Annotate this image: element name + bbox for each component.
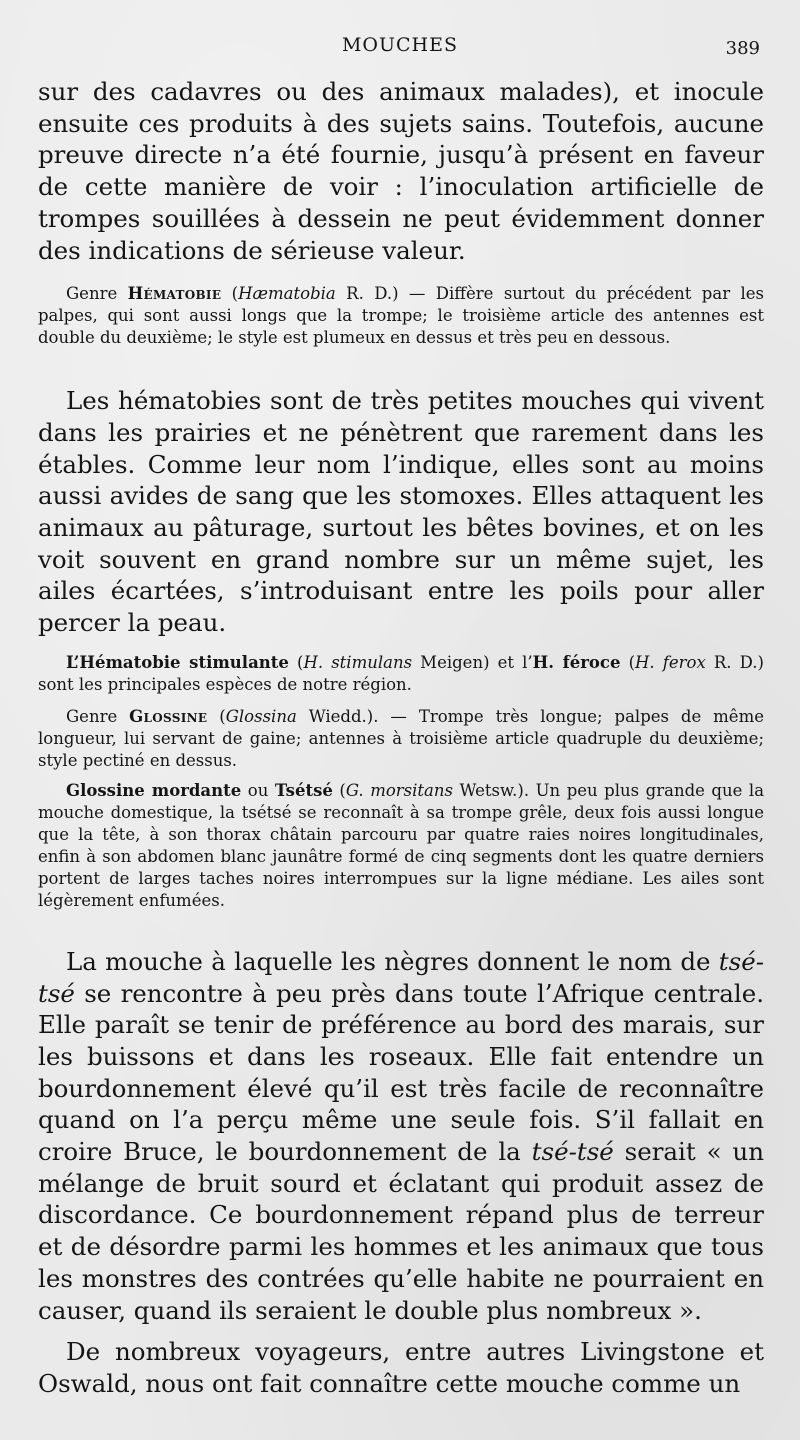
genre-glossine-description [38,706,764,772]
species-name-glossine-mordante: Glossine mordante [66,780,242,800]
genre-label: Genre [66,706,130,726]
paragraph-continuation: sur des cadavres ou des animaux malades), et inocule ensuite ces produits à des sujets sains. Toutefois, aucune preuve directe n’a été fournie, jusqu’à présent en faveur de cette manière de voir : l’inoculation artificielle de trompes souillées à dessein ne peut évidemment donner des indications de sérieuse valeur. [38,77,764,265]
paragraph-voyageurs: De nombreux voyageurs, entre autres Livingstone et Oswald, nous ont fait connaître cette mouche comme un [38,1337,764,1398]
paren-open: ( [221,284,239,304]
tsetse-description [38,780,764,912]
running-title: MOUCHES [341,34,459,56]
latin-name: Hæmatobia [238,284,336,304]
genre-text: R. D.) — Diffère surtout du précédent par les palpes, qui sont aussi longs que la trompe; le troisième article des antennes est double du deuxième; le style est plumeux en dessus et très peu en dessous. [38,284,764,348]
species-connector: Meigen) et l’ [412,652,533,672]
latin-name-ferox: H. ferox [635,652,706,672]
page-number: 389 [725,38,760,59]
text-run: se rencontre à peu près dans toute l’Afrique centrale. Elle paraît se tenir de préférence au bord des marais, sur les buissons et dans les roseaux. Elle fait entendre un bourdonnement élevé qu’il est très facile de reconnaître quand on l’a perçu même une seule fois. S’il fallait en croire Bruce, le bourdonnement de la [38,978,764,1167]
italic-term: tsé-tsé [38,946,764,1008]
text-run: serait « un mélange de bruit sourd et éclatant qui produit assez de discordance. Ce bourdonnement répand plus de terreur et de désordre parmi les hommes et les animaux que tous les monstres des contrées qu’elle habite ne pourraient en causer, quand ils seraient le double plus nombreux ». [38,1137,764,1325]
genre-name: Glossine [129,706,208,726]
species-list [38,652,764,696]
paren-open: ( [332,780,346,800]
species-name-feroce: H. féroce [532,652,621,672]
genre-name: Hématobie [127,284,222,304]
latin-name: Glossina [225,706,297,726]
page-header [40,34,760,60]
page-body [38,76,764,1400]
tsetse-text: Wetsw.). Un peu plus grande que la mouche domestique, la tsétsé se reconnaît à sa trompe grêle, deux fois aussi longue que la tête, à son thorax châtain parcouru par quatre raies noires longitudinales, enfin à son abdomen blanc jaunâtre formé de cinq segments dont les quatre derniers portent de larges taches noires interrompues sur la ligne médiane. Les ailes sont légèrement enfumées. [38,780,765,910]
text-run: La mouche à laquelle les nègres donnent le nom de [66,946,719,976]
connector-ou: ou [241,780,275,800]
paren-open: ( [620,652,636,672]
paragraph-hematobies: Les hématobies sont de très petites mouches qui vivent dans les prairies et ne pénètrent que rarement dans les étables. Comme leur nom l’indique, elles sont au moins aussi avides de sang que les stomoxes. Elles attaquent les animaux au pâturage, surtout les bêtes bovines, et on les voit souvent en grand nombre sur un même sujet, les ailes écartées, s’introduisant entre les poils pour aller percer la peau. [38,386,764,638]
species-name-stimulante: L’Hématobie stimulante [66,652,289,672]
latin-name-morsitans: G. morsitans [345,780,453,800]
paragraph-tsetse [38,946,764,1326]
latin-name-stimulans: H. stimulans [303,652,413,672]
species-name-tsetse: Tsétsé [274,780,333,800]
paren-open: ( [288,652,304,672]
genre-label: Genre [66,284,128,304]
species-end: R. D.) sont les principales espèces de notre région. [38,652,764,694]
paren-open: ( [207,706,226,726]
italic-term: tsé-tsé [531,1137,614,1167]
genre-hematobie-description [38,283,764,349]
genre-text: Wiedd.). — Trompe très longue; palpes de même longueur, lui servant de gaine; antennes à troisième article quadruple du deuxième; style pectiné en dessus. [38,706,764,770]
